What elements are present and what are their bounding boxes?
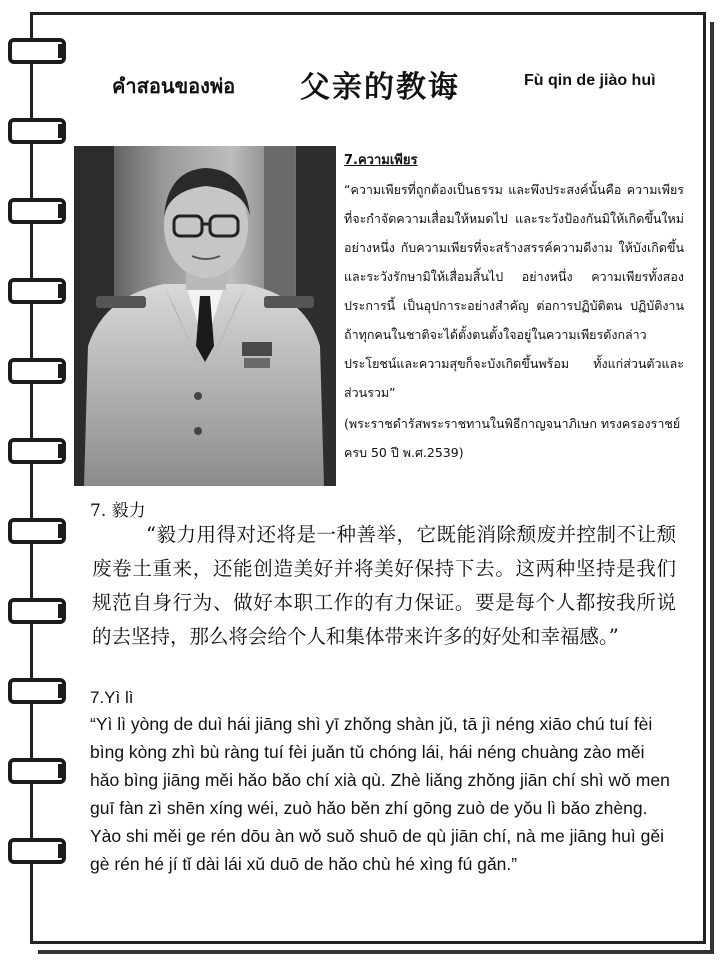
ring-icon <box>8 758 66 784</box>
thai-text-block <box>344 146 684 467</box>
ring-icon <box>8 198 66 224</box>
ring-icon <box>8 678 66 704</box>
ring-icon <box>8 518 66 544</box>
pinyin-section-heading: 7.Yì lì <box>90 688 134 707</box>
thai-section-body: “ความเพียรที่ถูกต้องเป็นธรรม และพึงประสงค์นั้นคือ ความเพียรที่จะกำจัดความเสื่อมให้หมดไป และระวังป้องกันมิให้เกิดขึ้นใหม่ อย่างหนึ่ง กับความเพียรที่จะสร้างสรรค์ความดีงาม ให้บังเกิดขึ้นและระวังรักษามิให้เสื่อมสิ้นไป อย่างหนึ่ง ความเพียรทั้งสองประการนี้ เป็นอุปการะอย่างสำคัญ ต่อการปฏิบัติตน ปฏิบัติงาน ถ้าทุกคนในชาติจะได้ตั้งตนตั้งใจอยู่ในความเพียรดังกล่าว ประโยชน์และความสุขก็จะบังเกิดขึ้นพร้อม ทั้งแก่ส่วนตัวและส่วนรวม” <box>344 182 684 400</box>
thai-title: คำสอนของพ่อ <box>112 74 236 98</box>
page-header <box>112 60 700 105</box>
ring-icon <box>8 358 66 384</box>
ring-icon <box>8 118 66 144</box>
ring-icon <box>8 38 66 64</box>
ring-icon <box>8 598 66 624</box>
chinese-title: 父亲的教诲 <box>300 70 460 105</box>
ring-icon <box>8 438 66 464</box>
chinese-section-heading: 7. 毅力 <box>90 501 146 521</box>
pinyin-title: Fù qin de jiào huì <box>524 72 656 89</box>
pinyin-section-body: “Yì lì yòng de duì hái jiāng shì yī zhǒng shàn jǔ, tā jì néng xiāo chú tuí fèi bìng kòng zhì bù ràng tuí fèi juǎn tǔ chóng lái, hái néng chuàng zào měi hǎo bìng jiāng měi hǎo bǎo chí xià qù. Zhè liǎng zhǒng jiān chí shì wǒ men guī fàn zì shēn xíng wéi, zuò hǎo běn zhí gōng zuò de yǒu lì bǎo zhèng. Yào shi měi ge rén dōu àn wǒ suǒ shuō de qù jiān chí, nà me jiāng huì gěi gè rén hé jí tǐ dài lái xǔ duō de hǎo chù hé xìng fú gǎn.” <box>90 714 670 874</box>
ring-icon <box>8 278 66 304</box>
thai-section-heading: 7.ความเพียร <box>344 153 418 168</box>
chinese-section-body: “毅力用得对还将是一种善举，它既能消除颓废并控制不让颓废卷土重来，还能创造美好并将美好保持下去。这两种坚持是我们规范自身行为、做好本职工作的有力保证。要是每个人都按我所说的去坚持，那么将会给个人和集体带来许多的好处和幸福感。” <box>92 523 676 648</box>
ring-icon <box>8 838 66 864</box>
portrait-photo <box>74 146 336 486</box>
thai-section-source: (พระราชดำรัสพระราชทานในพิธีกาญจนาภิเษก ทรงครองราชย์ ครบ 50 ปี พ.ศ.2539) <box>344 416 681 460</box>
portrait-photo-icon <box>74 146 336 486</box>
